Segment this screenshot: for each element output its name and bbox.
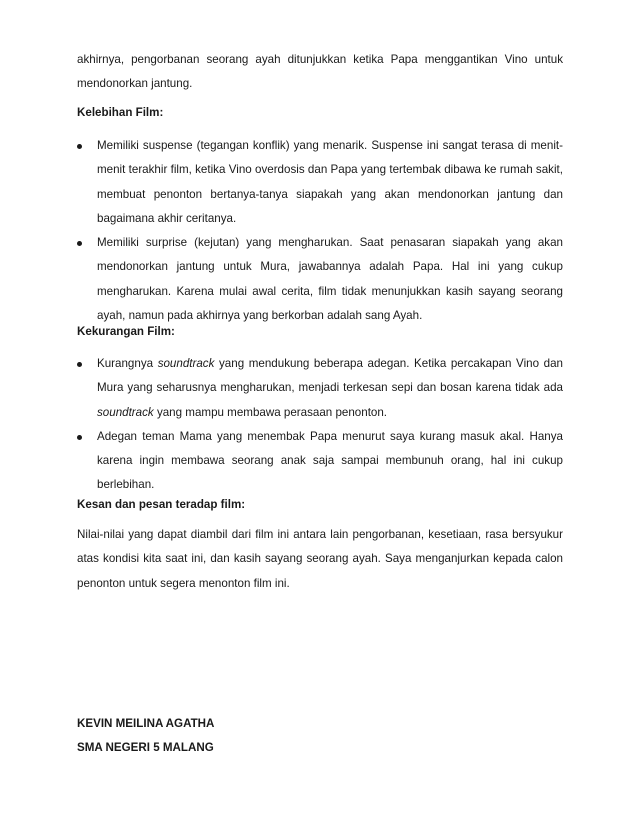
kekurangan-heading: Kekurangan Film: [77,325,175,338]
list-item [77,425,563,498]
list-item [77,134,563,231]
list-item-text: Memiliki suspense (tegangan konflik) yang menarik. Suspense ini sangat terasa di menit-menit terakhir film, ketika Vino overdosis dan Papa yang tertembak dibawa ke rumah sakit, membuat penonton bertanya-tanya siapakah yang akan mendonorkan jantung dan bagaimana akhir ceritanya. [97,139,563,225]
list-item-text: Kurangnya soundtrack yang mendukung beberapa adegan. Ketika percakapan Vino dan Mura yang seharusnya mengharukan, menjadi terkesan sepi dan bosan karena tidak ada soundtrack yang mampu membawa perasaan penonton. [97,357,563,419]
bullet-icon [77,241,82,246]
kelebihan-list [77,134,563,328]
list-item [77,231,563,328]
list-item-text: Memiliki surprise (kejutan) yang mengharukan. Saat penasaran siapakah yang akan mendonorkan jantung untuk Mura, jawabannya adalah Papa. Hal ini yang cukup mengharukan. Karena mulai awal cerita, film tidak menunjukkan kasih sayang seorang ayah, namun pada akhirnya yang berkorban adalah sang Ayah. [97,236,563,323]
intro-paragraph: akhirnya, pengorbanan seorang ayah ditunjukkan ketika Papa menggantikan Vino untuk mendonorkan jantung. [77,53,563,91]
list-item [77,352,563,425]
bullet-icon [77,144,82,149]
author-name: KEVIN MEILINA AGATHA [77,717,215,730]
list-item-text: Adegan teman Mama yang menembak Papa menurut saya kurang masuk akal. Hanya karena ingin membawa seorang anak saja sampai membunuh orang, hal ini cukup berlebihan. [97,429,563,492]
author-school: SMA NEGERI 5 MALANG [77,741,214,754]
bullet-icon [77,362,82,367]
kesan-paragraph: Nilai-nilai yang dapat diambil dari film ini antara lain pengorbanan, kesetiaan, rasa bersyukur atas kondisi kita saat ini, dan kasih sayang seorang ayah. Saya menganjurkan kepada calon penonton untuk segera menonton film ini. [77,528,563,590]
kesan-heading: Kesan dan pesan teradap film: [77,498,246,511]
bullet-icon [77,435,82,440]
kelebihan-heading: Kelebihan Film: [77,106,164,119]
kekurangan-list [77,352,563,498]
